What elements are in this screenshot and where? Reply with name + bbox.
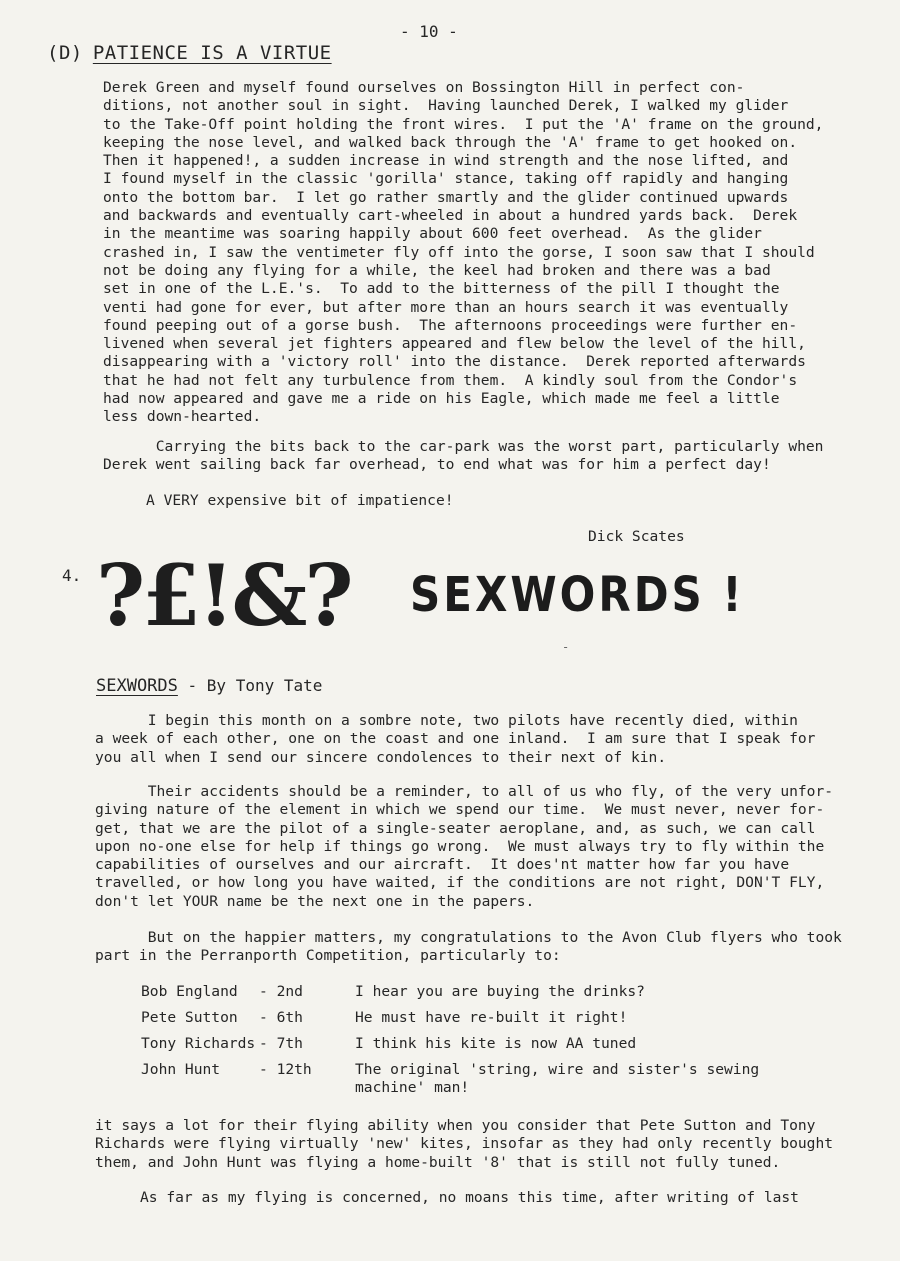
- pilot-comment: I hear you are buying the drinks?: [355, 983, 645, 1000]
- pilot-comment: I think his kite is now AA tuned: [355, 1035, 637, 1052]
- pilot-name: John Hunt: [141, 1061, 221, 1078]
- article-paragraph: Their accidents should be a reminder, to all of us who fly, of the very unfor- giving nature of the element in which we spend our time. We must never, never for- get, that we are the pilot of a single-seater aeroplane, and, as such, we can call upon no-one else for help if things go wrong. We must always try to fly within the capabilities of ourselves and our aircraft. It does'nt matter how far you have travelled, or how long you have waited, if the conditions are not right, DON'T FLY, don't let YOUR name be the next one in the papers.: [95, 783, 834, 910]
- item-number: 4.: [62, 566, 82, 585]
- section-marker: (D): [47, 42, 83, 64]
- banner-title: SEXWORDS !: [410, 566, 745, 623]
- stray-mark: -: [562, 640, 570, 654]
- pilot-place: - 2nd: [259, 983, 303, 1000]
- expletive-glyphs: ?£!&?: [96, 546, 351, 645]
- pilot-place: - 12th: [259, 1061, 312, 1078]
- article-paragraph: I begin this month on a sombre note, two pilots have recently died, within a week of each other, one on the coast and one inland. I am sure that I speak for you all when I send our sincere condolences to their next of kin.: [95, 712, 816, 766]
- pilot-place: - 7th: [259, 1035, 303, 1052]
- article-paragraph: But on the happier matters, my congratulations to the Avon Club flyers who took part in the Perranporth Competition, particularly to:: [95, 929, 842, 965]
- story-closing-line: A VERY expensive bit of impatience!: [146, 492, 454, 509]
- section-title: PATIENCE IS A VIRTUE: [92, 42, 332, 64]
- pilot-comment: The original 'string, wire and sister's sewing machine' man!: [355, 1061, 760, 1096]
- author-signature: Dick Scates: [588, 528, 685, 545]
- article-title: SEXWORDS: [96, 676, 178, 696]
- page-number: - 10 -: [400, 22, 458, 41]
- story-paragraph: Derek Green and myself found ourselves on Bossington Hill in perfect con- ditions, not another soul in sight. Having launched Derek, I walked my glider to the Take-Off point holding the front wires. I put the 'A' frame on the ground, keeping the nose level, and walked back through the 'A' frame to get hooked on. Then it happened!, a sudden increase in wind strength and the nose lifted, and I found myself in the classic 'gorilla' stance, taking off rapidly and hanging onto the bottom bar. I let go rather smartly and the glider continued upwards and backwards and eventually cart-wheeled in about a hundred yards back. Derek in the meantime was soaring happily about 600 feet overhead. As the glider crashed in, I saw the ventimeter fly off into the gorse, I soon saw that I should not be doing any flying for a while, the keel had broken and there was a bad set in one of the L.E.'s. To add to the bitterness of the pill I thought the venti had gone for ever, but after more than an hours search it was eventually found peeping out of a gorse bush. The afternoons proceedings were further en- livened when several jet fighters appeared and flew below the level of the hill, disappearing with a 'victory roll' into the distance. Derek reported afterwards that he had not felt any turbulence from them. A kindly soul from the Condor's had now appeared and gave me a ride on his Eagle, which made me feel a little less down-hearted.: [103, 79, 824, 426]
- article-byline: - By Tony Tate: [187, 676, 323, 695]
- article-paragraph: As far as my flying is concerned, no moans this time, after writing of last: [140, 1189, 799, 1206]
- pilot-comment: He must have re-built it right!: [355, 1009, 628, 1026]
- article-heading: [96, 676, 322, 696]
- pilot-name: Bob England: [141, 983, 238, 1000]
- pilot-name: Tony Richards: [141, 1035, 256, 1052]
- section-heading: [47, 42, 332, 64]
- pilot-place: - 6th: [259, 1009, 303, 1026]
- pilot-name: Pete Sutton: [141, 1009, 238, 1026]
- article-paragraph: it says a lot for their flying ability when you consider that Pete Sutton and Tony Richards were flying virtually 'new' kites, insofar as they had only recently bought them, and John Hunt was flying a home-built '8' that is still not fully tuned.: [95, 1117, 834, 1171]
- story-paragraph: Carrying the bits back to the car-park was the worst part, particularly when Derek went sailing back far overhead, to end what was for him a perfect day!: [103, 438, 824, 474]
